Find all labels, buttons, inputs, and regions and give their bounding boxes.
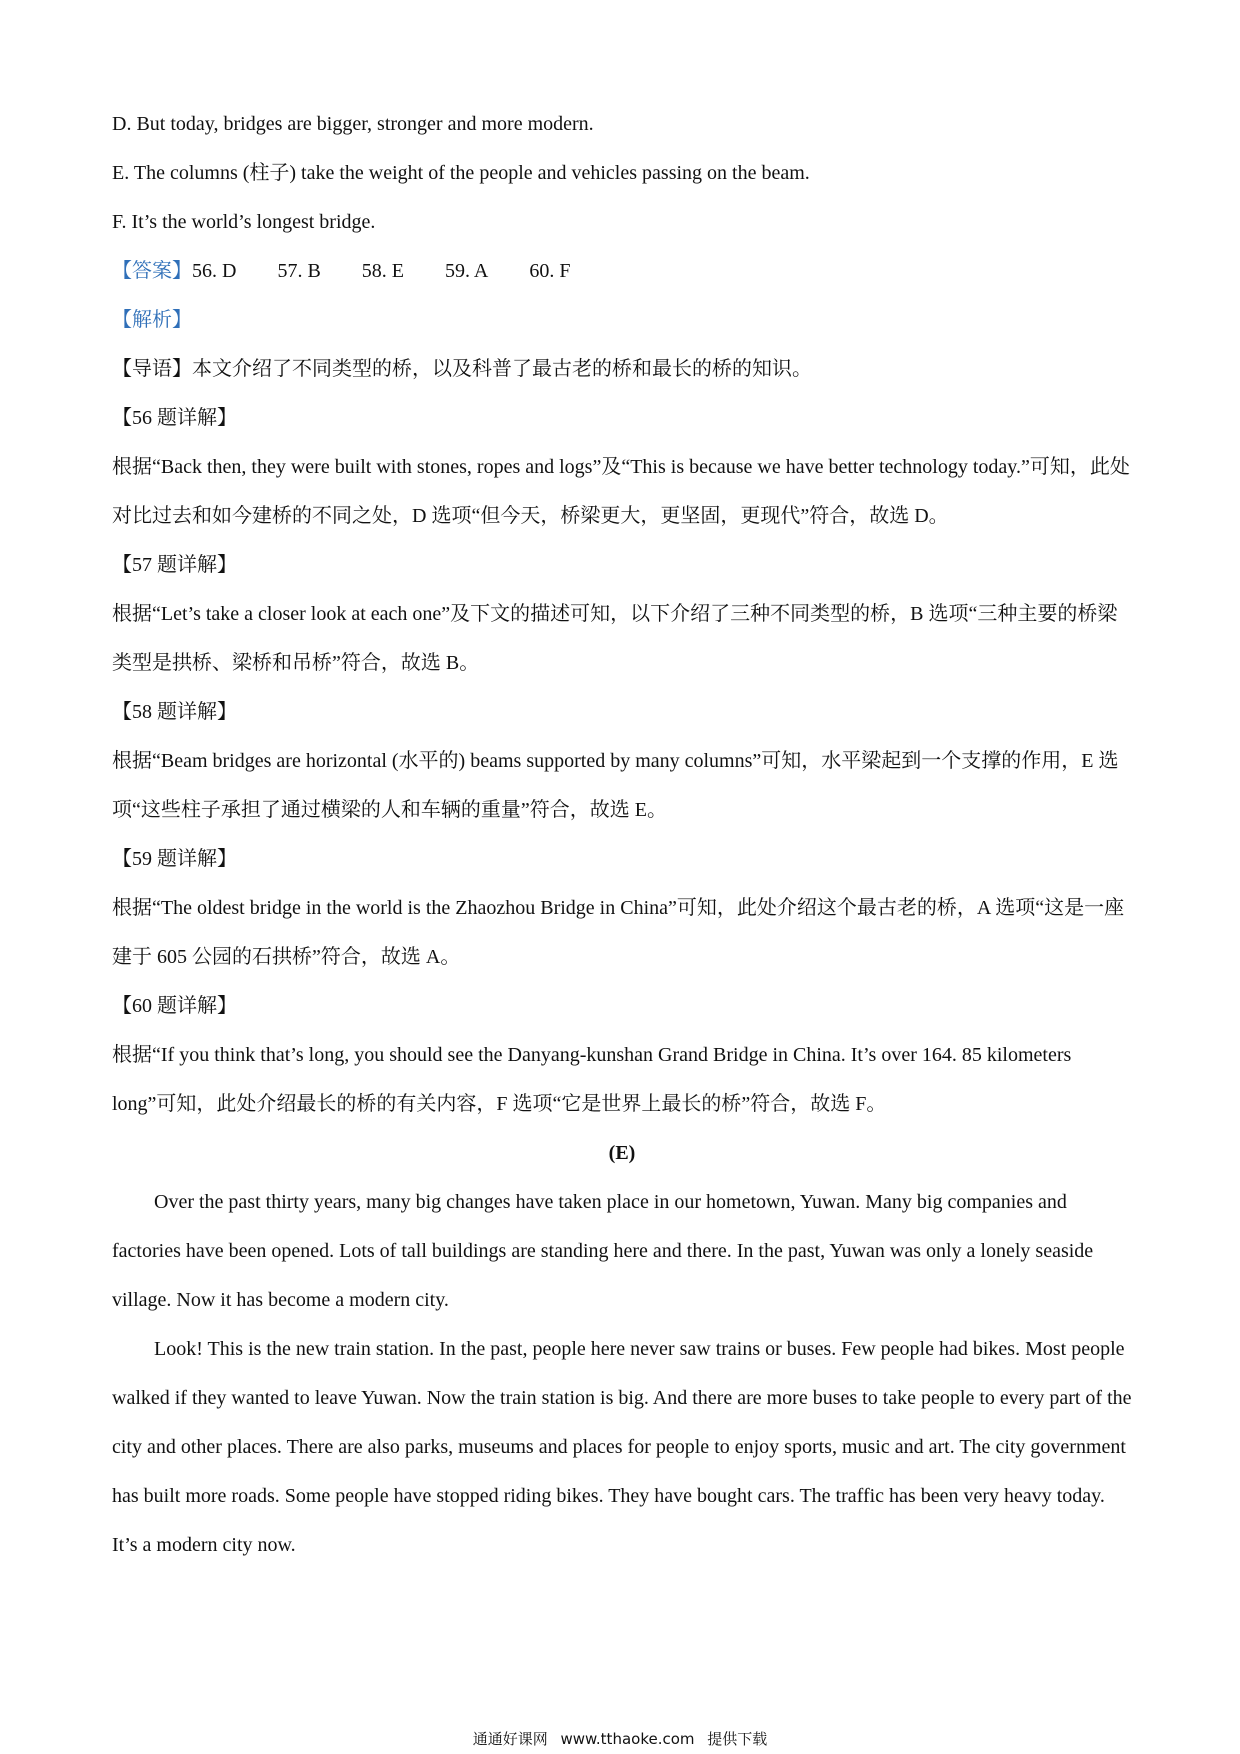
answer-label: 【答案】 <box>112 260 192 282</box>
analysis-label: 【解析】 <box>112 309 192 331</box>
answer-item: 58. E <box>361 260 405 282</box>
section-title: (E) <box>608 1142 636 1164</box>
answer-item: 57. B <box>277 260 321 282</box>
answer-item: 59. A <box>445 260 489 282</box>
passage-paragraph-1: Over the past thirty years, many big changes have taken place in our hometown, Yuwan. Many big companies and factories have been opened. Lots of tall buildings are standing here and there. In the past, Yuwan was only a lonely seaside village. Now it has become a modern city. <box>112 1191 1094 1311</box>
answer-item: 56. D <box>192 260 237 282</box>
detail-58-text: 根据“Beam bridges are horizontal (水平的) beams supported by many columns”可知，水平梁起到一个支撑的作用，E 选项“这些柱子承担了通过横梁的人和车辆的重量”符合，故选 E。 <box>112 750 1119 821</box>
detail-57-text: 根据“Let’s take a closer look at each one”及下文的描述可知，以下介绍了三种不同类型的桥，B 选项“三种主要的桥梁类型是拱桥、梁桥和吊桥”符合，故选 B。 <box>112 603 1118 674</box>
footer-note: 提供下载 <box>707 1730 768 1748</box>
option-e: E. The columns (柱子) take the weight of the people and vehicles passing on the beam. <box>112 162 810 184</box>
detail-59-text: 根据“The oldest bridge in the world is the Zhaozhou Bridge in China”可知，此处介绍这个最古老的桥，A 选项“这是一座建于 605 公园的石拱桥”符合，故选 A。 <box>112 897 1125 968</box>
option-d: D. But today, bridges are bigger, stronger and more modern. <box>112 113 594 135</box>
option-f: F. It’s the world’s longest bridge. <box>112 211 376 233</box>
detail-59-heading: 【59 题详解】 <box>112 848 237 870</box>
answer-item: 60. F <box>529 260 571 282</box>
intro-text: 【导语】本文介绍了不同类型的桥，以及科普了最古老的桥和最长的桥的知识。 <box>112 358 812 380</box>
detail-60-heading: 【60 题详解】 <box>112 995 237 1017</box>
detail-58-heading: 【58 题详解】 <box>112 701 237 723</box>
answer-row <box>112 247 1132 296</box>
detail-56-text: 根据“Back then, they were built with stones, ropes and logs”及“This is because we have better technology today.”可知，此处对比过去和如今建桥的不同之处，D 选项“但今天，桥梁更大，更坚固，更现代”符合，故选 D。 <box>112 456 1130 527</box>
footer-url[interactable]: www.tthaoke.com <box>560 1730 695 1748</box>
page-footer <box>0 1728 1240 1749</box>
document-page <box>112 100 1132 1570</box>
footer-site: 通通好课网 <box>472 1730 548 1748</box>
passage-paragraph-2: Look! This is the new train station. In the past, people here never saw trains or buses. Few people had bikes. Most people walked if they wanted to leave Yuwan. Now the train station is big. And there are more buses to take people to every part of the city and other places. There are also parks, museums and places for people to enjoy sports, music and art. The city government has built more roads. Some people have stopped riding bikes. They have bought cars. The traffic has been very heavy today. It’s a modern city now. <box>112 1338 1132 1556</box>
detail-56-heading: 【56 题详解】 <box>112 407 237 429</box>
detail-57-heading: 【57 题详解】 <box>112 554 237 576</box>
detail-60-text: 根据“If you think that’s long, you should see the Danyang-kunshan Grand Bridge in China. It’s over 164. 85 kilometers long”可知，此处介绍最长的桥的有关内容，F 选项“它是世界上最长的桥”符合，故选 F。 <box>112 1044 1072 1115</box>
